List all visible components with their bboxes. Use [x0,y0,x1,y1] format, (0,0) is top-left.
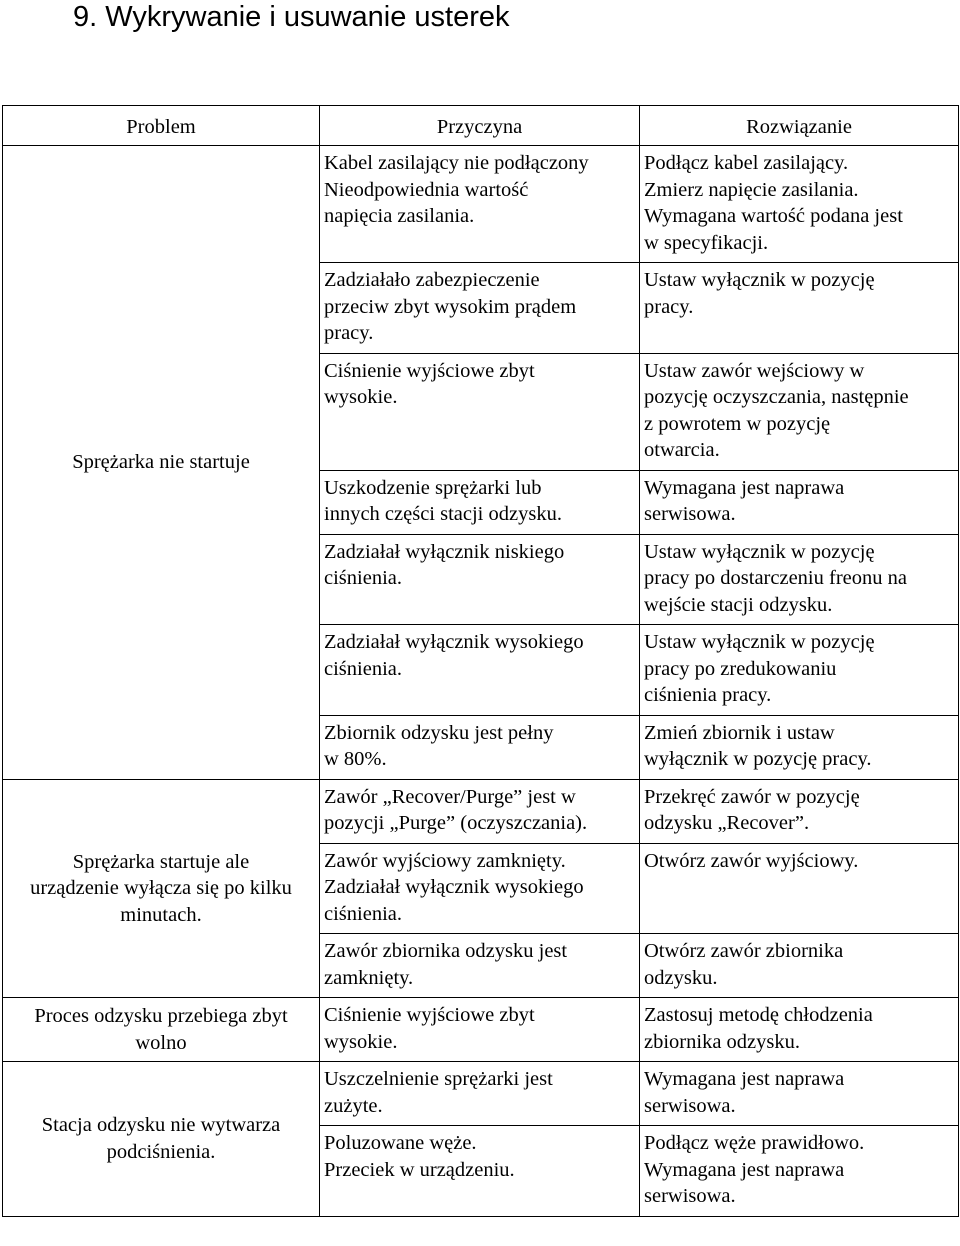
problem-cell: Proces odzysku przebiega zbyt wolno [3,998,320,1062]
cause-cell: Uszkodzenie sprężarki lub innych części stacji odzysku. [320,470,640,534]
solution-cell: Ustaw wyłącznik w pozycję pracy po zredukowaniu ciśnienia pracy. [640,625,959,716]
table-row [3,1062,959,1126]
cause-cell: Zawór wyjściowy zamknięty. Zadziałał wyłącznik wysokiego ciśnienia. [320,843,640,934]
cause-cell: Ciśnienie wyjściowe zbyt wysokie. [320,998,640,1062]
table-header-row [3,106,959,146]
problem-cell: Sprężarka nie startuje [3,146,320,780]
cause-cell: Zadziałał wyłącznik niskiego ciśnienia. [320,534,640,625]
header-cause: Przyczyna [320,106,640,146]
cause-cell: Zawór zbiornika odzysku jest zamknięty. [320,934,640,998]
problem-cell: Stacja odzysku nie wytwarza podciśnienia. [3,1062,320,1217]
cause-cell: Zawór „Recover/Purge” jest w pozycji „Purge” (oczyszczania). [320,779,640,843]
cause-cell: Zadziałało zabezpieczenie przeciw zbyt wysokim prądem pracy. [320,263,640,354]
problem-cell: Sprężarka startuje ale urządzenie wyłącza się po kilku minutach. [3,779,320,998]
page-title: 9. Wykrywanie i usuwanie usterek [73,1,510,33]
solution-cell: Otwórz zawór wyjściowy. [640,843,959,934]
solution-cell: Ustaw wyłącznik w pozycję pracy po dostarczeniu freonu na wejście stacji odzysku. [640,534,959,625]
solution-cell: Przekręć zawór w pozycję odzysku „Recover”. [640,779,959,843]
table-row [3,779,959,843]
solution-cell: Podłącz węże prawidłowo. Wymagana jest naprawa serwisowa. [640,1126,959,1217]
table-row [3,146,959,263]
troubleshooting-table [2,105,959,1217]
solution-cell: Ustaw zawór wejściowy w pozycję oczyszczania, następnie z powrotem w pozycję otwarcia. [640,353,959,470]
cause-cell: Zbiornik odzysku jest pełny w 80%. [320,715,640,779]
solution-cell: Wymagana jest naprawa serwisowa. [640,470,959,534]
solution-cell: Zastosuj metodę chłodzenia zbiornika odzysku. [640,998,959,1062]
header-problem: Problem [3,106,320,146]
table-row [3,998,959,1062]
solution-cell: Otwórz zawór zbiornika odzysku. [640,934,959,998]
solution-cell: Wymagana jest naprawa serwisowa. [640,1062,959,1126]
cause-cell: Poluzowane węże. Przeciek w urządzeniu. [320,1126,640,1217]
solution-cell: Ustaw wyłącznik w pozycję pracy. [640,263,959,354]
header-solution: Rozwiązanie [640,106,959,146]
cause-cell: Kabel zasilający nie podłączony Nieodpowiednia wartość napięcia zasilania. [320,146,640,263]
cause-cell: Uszczelnienie sprężarki jest zużyte. [320,1062,640,1126]
solution-cell: Zmień zbiornik i ustaw wyłącznik w pozycję pracy. [640,715,959,779]
cause-cell: Ciśnienie wyjściowe zbyt wysokie. [320,353,640,470]
solution-cell: Podłącz kabel zasilający. Zmierz napięcie zasilania. Wymagana wartość podana jest w specyfikacji. [640,146,959,263]
cause-cell: Zadziałał wyłącznik wysokiego ciśnienia. [320,625,640,716]
